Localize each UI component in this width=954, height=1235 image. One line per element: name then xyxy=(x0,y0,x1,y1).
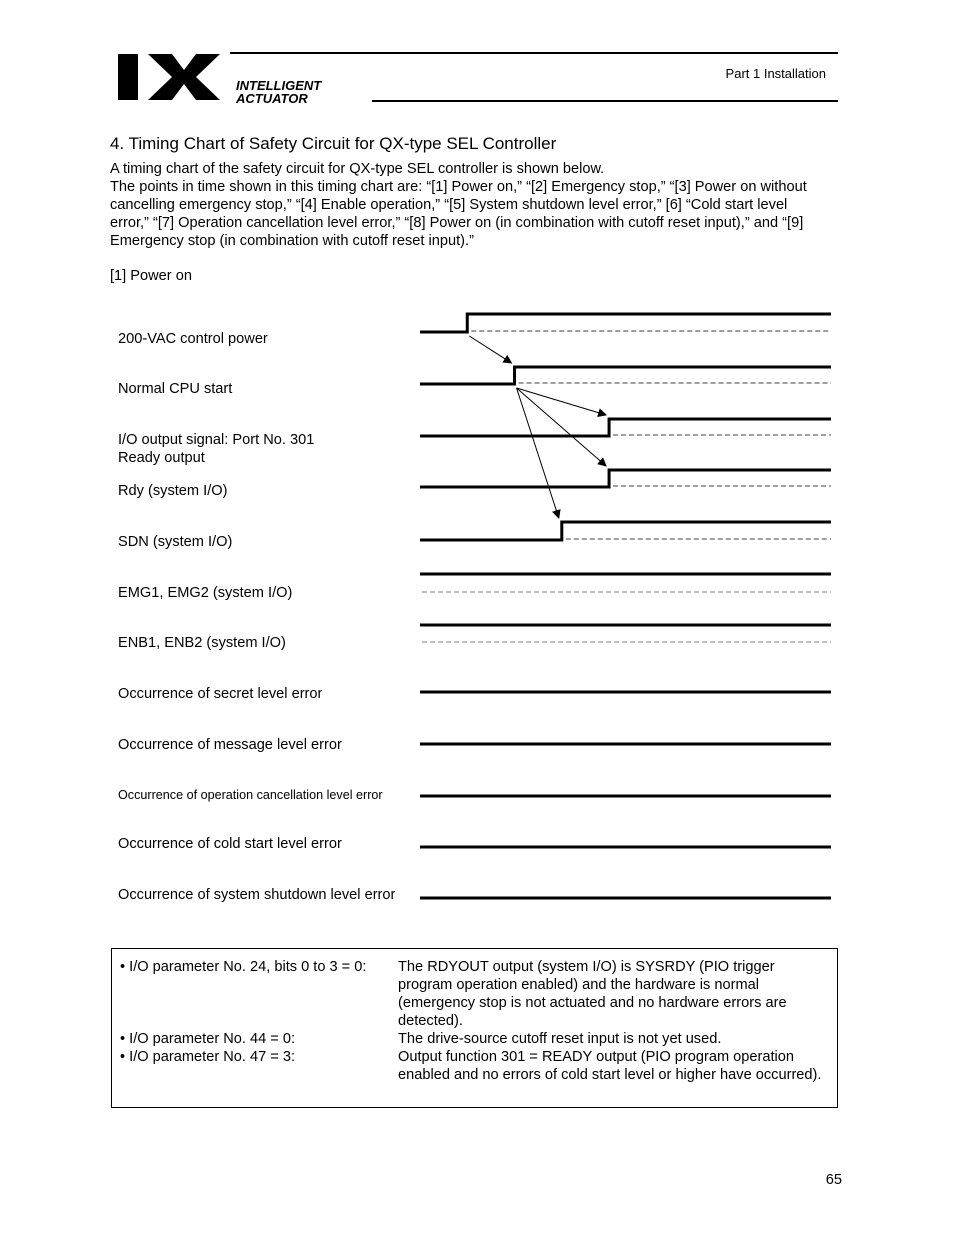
waveform-i-o-output-signal-port-no-301-ready-output xyxy=(420,419,831,436)
signal-label-cpu-start: Normal CPU start xyxy=(118,381,233,397)
signal-label-cold-start-error: Occurrence of cold start level error xyxy=(118,836,342,852)
param-47-value: Output function 301 = READY output (PIO program operation enabled and no errors of cold start level or higher have occurred). xyxy=(398,1049,822,1083)
signal-label-ready-output: Ready output xyxy=(118,450,205,466)
logo-text-intelligent: INTELLIGENT xyxy=(236,78,322,93)
logo-text-actuator: ACTUATOR xyxy=(236,91,308,106)
signal-label-op-cancel-error: Occurrence of operation cancellation level error xyxy=(118,788,383,802)
signal-label-rdy: Rdy (system I/O) xyxy=(118,483,228,499)
part-label: Part 1 Installation xyxy=(725,66,826,81)
param-47-key: • I/O parameter No. 47 = 3: xyxy=(120,1049,296,1065)
parameter-settings-box xyxy=(111,948,838,1108)
signal-label-enb: ENB1, ENB2 (system I/O) xyxy=(118,635,286,651)
sub-heading-power-on: [1] Power on xyxy=(110,268,192,284)
section-title: 4. Timing Chart of Safety Circuit for QX-type SEL Controller xyxy=(110,134,557,153)
waveform-sdn-system-i-o xyxy=(420,522,831,540)
param-24-key: • I/O parameter No. 24, bits 0 to 3 = 0: xyxy=(120,959,367,975)
intro-paragraph-2: The points in time shown in this timing chart are: “[1] Power on,” “[2] Emergency stop,” “[3] Power on without cancelling emergency stop,” “[4] Enable operation,” “[5] System shutdown level error,” [6] “Cold start level error,” “[7] Operation cancellation level error,” “[8] Power on (in combination with cutoff reset input),” and “[9] Emergency stop (in combination with cutoff reset input).” xyxy=(110,179,807,249)
signal-label-port-301: I/O output signal: Port No. 301 xyxy=(118,432,315,448)
signal-label-secret-error: Occurrence of secret level error xyxy=(118,686,323,702)
signal-label-shutdown-error: Occurrence of system shutdown level error xyxy=(118,887,396,903)
param-44-value: The drive-source cutoff reset input is not yet used. xyxy=(398,1031,722,1047)
waveform-normal-cpu-start xyxy=(420,367,831,384)
causal-arrow-normal-cpu-start-to-rdy-system-i-o xyxy=(517,388,607,466)
signal-label-control-power: 200-VAC control power xyxy=(118,331,268,347)
signal-label-emg: EMG1, EMG2 (system I/O) xyxy=(118,585,293,601)
causal-arrow-normal-cpu-start-to-sdn-system-i-o xyxy=(517,388,559,518)
param-24-value: The RDYOUT output (system I/O) is SYSRDY (PIO trigger program operation enabled) and the hardware is normal (emergency stop is not actuated and no hardware errors are detected). xyxy=(398,959,787,1029)
causal-arrow-200-vac-control-power-to-normal-cpu-start xyxy=(469,336,511,363)
signal-label-message-error: Occurrence of message level error xyxy=(118,737,342,753)
param-44-key: • I/O parameter No. 44 = 0: xyxy=(120,1031,296,1047)
intro-paragraph-1: A timing chart of the safety circuit for QX-type SEL controller is shown below. xyxy=(110,161,605,177)
waveform-rdy-system-i-o xyxy=(420,470,831,487)
signal-label-sdn: SDN (system I/O) xyxy=(118,534,233,550)
page-number: 65 xyxy=(825,1172,842,1188)
waveform-200-vac-control-power xyxy=(420,314,831,332)
causal-arrow-normal-cpu-start-to-i-o-output-signal-port-no-301-ready-output xyxy=(517,388,607,415)
